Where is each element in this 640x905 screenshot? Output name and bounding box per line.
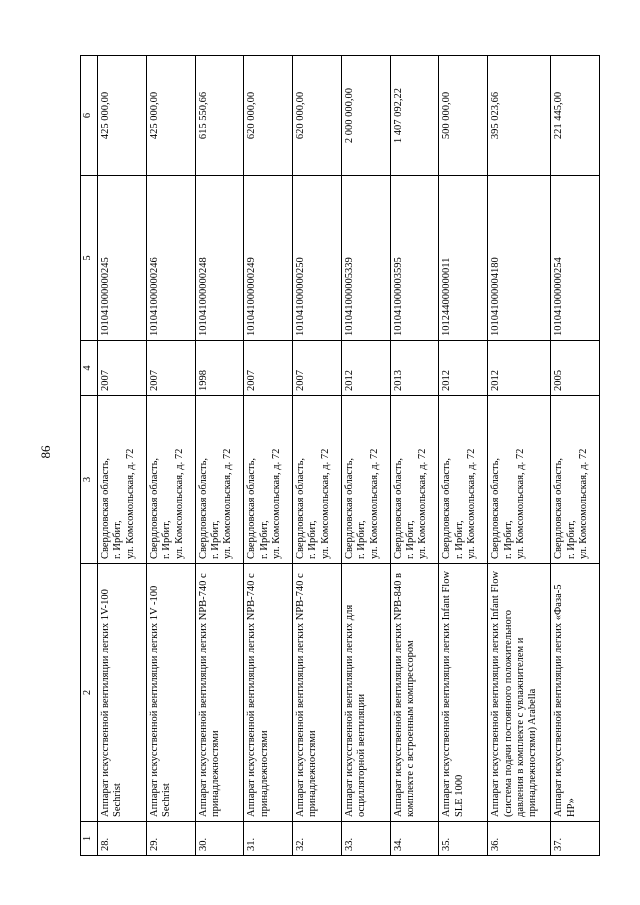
inventory-number-cell: 101041000005339: [341, 176, 390, 341]
cost-cell: 221 445,00: [551, 56, 600, 176]
equipment-table: [80, 55, 600, 856]
year-cell: 2007: [293, 341, 342, 396]
year-cell: 2013: [390, 341, 439, 396]
header-row: [81, 56, 98, 856]
equipment-name-cell: Аппарат искусственной вентиляции легких Infant Flow (система подачи постоянного положительного давления в комплекте с увлажнителем и принадлежностями) Arabella: [488, 564, 551, 822]
year-cell: 2012: [488, 341, 551, 396]
year-cell: 2007: [146, 341, 195, 396]
table-row: [439, 56, 488, 856]
inventory-number-cell: 101041000000246: [146, 176, 195, 341]
table-row: [98, 56, 147, 856]
cost-cell: 615 550,66: [195, 56, 244, 176]
cost-cell: 620 000,00: [293, 56, 342, 176]
cost-cell: 2 000 000,00: [341, 56, 390, 176]
address-cell: Свердловская область, г. Ирбит, ул. Комсомольская, д. 72: [98, 396, 147, 564]
cost-cell: 500 000,00: [439, 56, 488, 176]
page-number: 86: [38, 445, 53, 459]
table-row: [195, 56, 244, 856]
equipment-name-cell: Аппарат искусственной вентиляции легких NPB-740 с принадлежностями: [293, 564, 342, 822]
address-cell: Свердловская область, г. Ирбит, ул. Комсомольская, д. 72: [488, 396, 551, 564]
cost-cell: 425 000,00: [146, 56, 195, 176]
header-col-6: 6: [81, 56, 98, 176]
equipment-name-cell: Аппарат искусственной вентиляции легких 1V-100 Sechrist: [98, 564, 147, 822]
address-cell: Свердловская область, г. Ирбит, ул. Комсомольская, д. 72: [439, 396, 488, 564]
rotated-table-container: [80, 56, 600, 856]
row-number-cell: 29.: [146, 822, 195, 856]
header-col-3: 3: [81, 396, 98, 564]
year-cell: 2005: [551, 341, 600, 396]
row-number-cell: 35.: [439, 822, 488, 856]
equipment-name-cell: Аппарат искусственной вентиляции легких NPB-740 с принадлежностями: [195, 564, 244, 822]
cost-cell: 1 407 092,22: [390, 56, 439, 176]
address-cell: Свердловская область, г. Ирбит, ул. Комсомольская, д. 72: [293, 396, 342, 564]
inventory-number-cell: 101041000000248: [195, 176, 244, 341]
address-cell: Свердловская область, г. Ирбит, ул. Комсомольская, д. 72: [341, 396, 390, 564]
year-cell: 1998: [195, 341, 244, 396]
year-cell: 2012: [341, 341, 390, 396]
cost-cell: 425 000,00: [98, 56, 147, 176]
equipment-name-cell: Аппарат искусственной вентиляции легких Infant Flow SLE 1000: [439, 564, 488, 822]
cost-cell: 620 000,00: [244, 56, 293, 176]
table-row: [488, 56, 551, 856]
equipment-name-cell: Аппарат искусственной вентиляции легких 1V -100 Sechrist: [146, 564, 195, 822]
equipment-name-cell: Аппарат искусственной вентиляции легких «Фаза-5 НР»: [551, 564, 600, 822]
address-cell: Свердловская область, г. Ирбит, ул. Комсомольская, д. 72: [146, 396, 195, 564]
address-cell: Свердловская область, г. Ирбит, ул. Комсомольская, д. 72: [244, 396, 293, 564]
inventory-number-cell: 101041000000245: [98, 176, 147, 341]
inventory-number-cell: 101041000003595: [390, 176, 439, 341]
row-number-cell: 37.: [551, 822, 600, 856]
table-row: [341, 56, 390, 856]
row-number-cell: 28.: [98, 822, 147, 856]
header-col-1: 1: [81, 822, 98, 856]
table-row: [293, 56, 342, 856]
inventory-number-cell: 101041000000250: [293, 176, 342, 341]
table-row: [244, 56, 293, 856]
table-row: [390, 56, 439, 856]
address-cell: Свердловская область, г. Ирбит, ул. Комсомольская, д. 72: [195, 396, 244, 564]
row-number-cell: 33.: [341, 822, 390, 856]
inventory-number-cell: 101041000000249: [244, 176, 293, 341]
row-number-cell: 31.: [244, 822, 293, 856]
inventory-number-cell: 101041000004180: [488, 176, 551, 341]
header-col-5: 5: [81, 176, 98, 341]
address-cell: Свердловская область, г. Ирбит, ул. Комсомольская, д. 72: [390, 396, 439, 564]
equipment-name-cell: Аппарат искусственной вентиляции легких NPB-740 с принадлежностями: [244, 564, 293, 822]
header-col-2: 2: [81, 564, 98, 822]
row-number-cell: 36.: [488, 822, 551, 856]
year-cell: 2007: [244, 341, 293, 396]
address-cell: Свердловская область, г. Ирбит, ул. Комсомольская, д. 72: [551, 396, 600, 564]
table-row: [146, 56, 195, 856]
inventory-number-cell: 101244000000011: [439, 176, 488, 341]
inventory-number-cell: 101041000000254: [551, 176, 600, 341]
header-col-4: 4: [81, 341, 98, 396]
row-number-cell: 32.: [293, 822, 342, 856]
table-row: [551, 56, 600, 856]
row-number-cell: 30.: [195, 822, 244, 856]
equipment-name-cell: Аппарат искусственной вентиляции легких NPB-840 в комплекте с встроенным компрессором: [390, 564, 439, 822]
equipment-name-cell: Аппарат искусственной вентиляции легких для осцилляторной вентиляции: [341, 564, 390, 822]
year-cell: 2012: [439, 341, 488, 396]
year-cell: 2007: [98, 341, 147, 396]
row-number-cell: 34.: [390, 822, 439, 856]
cost-cell: 395 023,66: [488, 56, 551, 176]
